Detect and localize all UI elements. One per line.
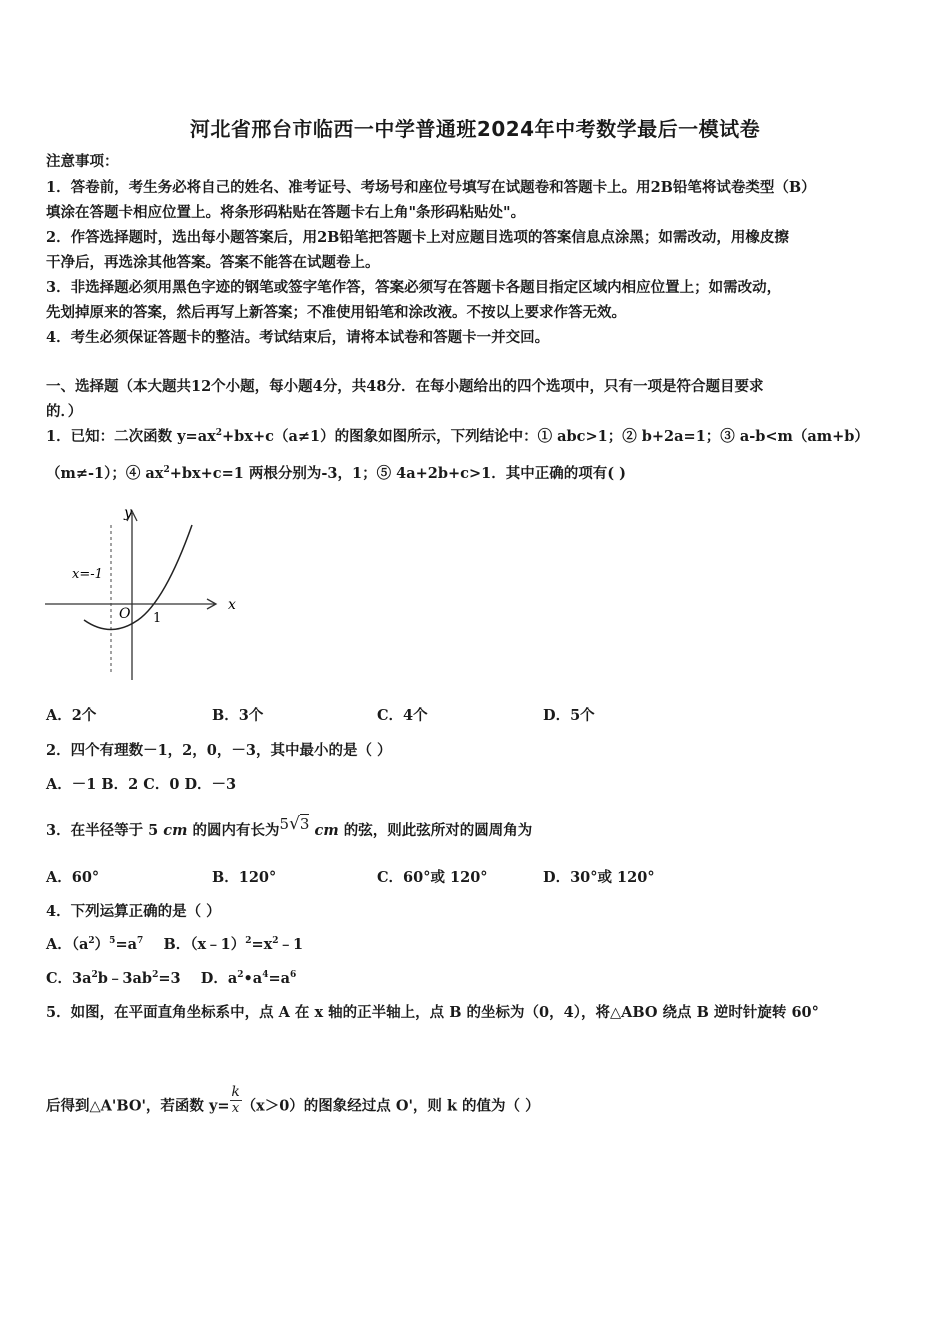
q4-b-1: B．（x﹣1）: [163, 936, 246, 953]
q4-options-cd[interactable]: [46, 969, 296, 989]
q3-option-b[interactable]: B．120°: [212, 869, 277, 886]
notice-item-4: 4．考生必须保证答题卡的整洁。考试结束后，请将本试卷和答题卡一并交回。: [46, 329, 550, 346]
q5-fraction: [230, 1084, 242, 1117]
q3-radical-coef: 5: [279, 815, 290, 833]
q4-a-1: A．（a: [46, 936, 89, 953]
q1-text-c: （m≠-1）；④ ax: [46, 465, 164, 482]
q3-radicand: 3: [299, 815, 310, 833]
q5-stem-line1: 5．如图，在平面直角坐标系中，点 A 在 x 轴的正半轴上，点 B 的坐标为（0，4），将△ABO 绕点 B 逆时针旋转 60°: [46, 1004, 819, 1021]
q4-options-ab[interactable]: [46, 935, 303, 955]
q4-a-exp1: 2: [88, 936, 95, 946]
origin-label: O: [119, 606, 131, 622]
q4-d-exp2: 4: [262, 970, 269, 980]
q4-d-1: D．a: [200, 970, 238, 987]
q4-c-1: C．3a: [46, 970, 92, 987]
q4-a-exp3: 7: [136, 936, 144, 946]
y-label: y: [124, 505, 132, 521]
notice-item-1b: 填涂在答题卡相应位置上。将条形码粘贴在答题卡右上角"条形码粘贴处"。: [46, 204, 526, 221]
notice-item-3a: 3．非选择题必须用黑色字迹的钢笔或签字笔作答，答案必须写在答题卡各题目指定区域内相应位置上；如需改动，: [46, 279, 782, 296]
q4-b-exp2: 2: [272, 936, 279, 946]
q3-option-a[interactable]: A．60°: [46, 869, 100, 886]
sqrt-icon: √: [289, 814, 300, 834]
q3-option-c[interactable]: C．60°或 120°: [377, 869, 488, 886]
q4-stem: 4．下列运算正确的是（ ）: [46, 903, 221, 920]
notice-heading: 注意事项：: [46, 153, 119, 170]
q1-exp-b: 2: [163, 465, 170, 475]
q4-d-2: •a: [243, 970, 263, 987]
q1-parabola-graph: [40, 505, 240, 685]
q2-options[interactable]: A．－1 B．2 C．0 D．－3: [46, 776, 237, 793]
q5-text-b: （x＞0）的图象经过点 O'，则 k 的值为（ ）: [241, 1097, 540, 1115]
section-heading-a: 一、选择题（本大题共12个小题，每小题4分，共48分．在每小题给出的四个选项中，只有一项是符合题目要求: [46, 378, 764, 395]
q4-a-exp2: 5: [109, 936, 116, 946]
q5-stem-line2: [46, 1084, 540, 1123]
x-label: x: [228, 597, 236, 613]
page-title: 河北省邢台市临西一中学普通班2024年中考数学最后一模试卷: [189, 117, 761, 141]
notice-item-3b: 先划掉原来的答案，然后再写上新答案；不准使用铅笔和涂改液。不按以上要求作答无效。: [46, 304, 626, 321]
q4-c-exp1: 2: [91, 970, 98, 980]
q3-radical: [280, 815, 310, 833]
q1-option-a[interactable]: A．2个: [46, 707, 97, 724]
q4-a-2: ）: [94, 936, 110, 953]
q1-text-a: 1．已知：二次函数 y=ax: [46, 428, 216, 445]
q1-text-b: +bx+c（a≠1）的图象如图所示，下列结论中：① abc>1；② b+2a=1；③ a-b<m（am+b）: [222, 428, 869, 445]
q5-text-a: 后得到△A'BO'，若函数 y=: [46, 1097, 230, 1115]
q1-option-d[interactable]: D．5个: [543, 707, 595, 724]
q3-unit-b: cm: [314, 822, 339, 839]
q4-c-2: b﹣3ab: [97, 970, 153, 987]
one-label: 1: [153, 611, 162, 626]
q4-a-3: =a: [115, 936, 137, 953]
q5-frac-num: k: [231, 1084, 240, 1100]
q3-text-a: 3．在半径等于 5: [46, 822, 164, 839]
q4-b-exp1: 2: [245, 936, 252, 946]
q4-b-3: ﹣1: [278, 936, 304, 953]
notice-item-2b: 干净后，再选涂其他答案。答案不能答在试题卷上。: [46, 254, 380, 271]
q4-c-exp2: 2: [152, 970, 159, 980]
q1-option-b[interactable]: B．3个: [212, 707, 264, 724]
q1-exp-a: 2: [215, 428, 223, 438]
q4-d-3: =a: [268, 970, 291, 987]
q5-frac-den: x: [231, 1101, 240, 1116]
q1-stem-line2: [46, 464, 626, 484]
q1-option-c[interactable]: C．4个: [377, 707, 428, 724]
symmetry-label: x=-1: [72, 567, 103, 582]
section-heading-b: 的．）: [46, 403, 83, 420]
notice-item-2a: 2．作答选择题时，选出每小题答案后，用2B铅笔把答题卡上对应题目选项的答案信息点涂黑；如需改动，用橡皮擦: [46, 229, 789, 246]
notice-item-1a: 1．答卷前，考生务必将自己的姓名、准考证号、考场号和座位号填写在试题卷和答题卡上。用2B铅笔将试卷类型（B）: [46, 179, 816, 196]
q3-unit-a: cm: [163, 822, 188, 839]
q3-text-c: 的弦，则此弦所对的圆周角为: [338, 822, 533, 839]
q3-option-d[interactable]: D．30°或 120°: [543, 869, 655, 886]
q3-stem: [46, 814, 533, 841]
q1-text-d: +bx+c=1 两根分别为-3，1；⑤ 4a+2b+c>1．其中正确的项有( ): [169, 465, 626, 482]
q4-d-exp1: 2: [237, 970, 244, 980]
q2-stem: 2．四个有理数－1，2，0，－3，其中最小的是（ ）: [46, 742, 392, 759]
q1-stem-line1: [46, 427, 869, 447]
q3-text-b: 的圆内有长为: [187, 822, 280, 839]
q4-d-exp3: 6: [290, 970, 297, 980]
q4-c-3: =3: [158, 970, 181, 987]
q4-b-2: =x: [251, 936, 273, 953]
